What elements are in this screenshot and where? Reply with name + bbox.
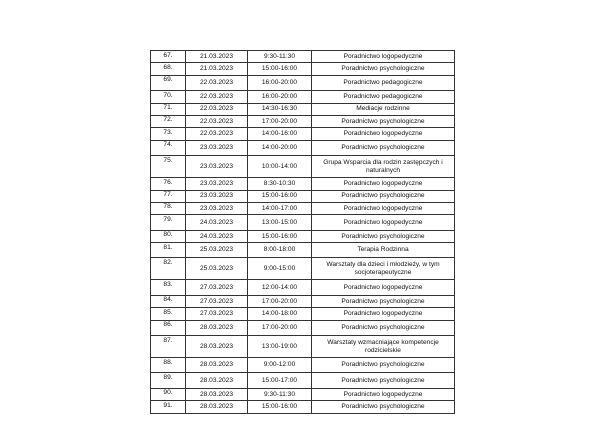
row-time: 15:00-16:00 <box>248 63 312 75</box>
row-time: 14:30-16:30 <box>248 103 312 115</box>
table-row <box>151 128 455 140</box>
row-service: Poradnictwo psychologiczne <box>312 115 455 127</box>
row-number: 86. <box>151 320 186 335</box>
row-date: 27.03.2023 <box>186 280 248 295</box>
row-time: 13:00-15:00 <box>248 215 312 230</box>
row-time: 10:00-14:00 <box>248 156 312 178</box>
table-row <box>151 202 455 214</box>
row-number: 77. <box>151 190 186 202</box>
row-date: 27.03.2023 <box>186 308 248 320</box>
table-row <box>151 103 455 115</box>
row-number: 70. <box>151 91 186 103</box>
row-number: 87. <box>151 336 186 358</box>
row-time: 17:00-20:00 <box>248 115 312 127</box>
row-number: 76. <box>151 178 186 190</box>
row-number: 78. <box>151 202 186 214</box>
table-row <box>151 258 455 280</box>
table-row <box>151 230 455 242</box>
row-time: 17:00-20:00 <box>248 295 312 307</box>
row-service: Poradnictwo psychologiczne <box>312 140 455 155</box>
row-service: Poradnictwo pedagogiczne <box>312 75 455 90</box>
table-row <box>151 140 455 155</box>
row-date: 22.03.2023 <box>186 91 248 103</box>
row-number: 82. <box>151 258 186 280</box>
row-date: 28.03.2023 <box>186 388 248 400</box>
table-row <box>151 63 455 75</box>
row-number: 88. <box>151 358 186 373</box>
row-date: 21.03.2023 <box>186 51 248 63</box>
row-service: Terapia Rodzinna <box>312 243 455 258</box>
row-number: 85. <box>151 308 186 320</box>
table-row <box>151 215 455 230</box>
table-row <box>151 75 455 90</box>
row-date: 24.03.2023 <box>186 215 248 230</box>
row-time: 15:00-16:00 <box>248 190 312 202</box>
row-date: 28.03.2023 <box>186 373 248 388</box>
row-time: 8:30-10:30 <box>248 178 312 190</box>
row-service: Poradnictwo logopedyczne <box>312 280 455 295</box>
row-number: 79. <box>151 215 186 230</box>
row-number: 80. <box>151 230 186 242</box>
row-service: Poradnictwo logopedyczne <box>312 178 455 190</box>
row-time: 13:00-19:00 <box>248 336 312 358</box>
row-service: Poradnictwo psychologiczne <box>312 373 455 388</box>
row-time: 14:00-16:00 <box>248 128 312 140</box>
row-number: 84. <box>151 295 186 307</box>
row-service: Grupa Wsparcia dla rodzin zastępczych i naturalnych <box>312 156 455 178</box>
schedule-table <box>150 50 455 414</box>
row-date: 25.03.2023 <box>186 243 248 258</box>
table-row <box>151 115 455 127</box>
row-service: Poradnictwo psychologiczne <box>312 190 455 202</box>
row-service: Warsztaty dla dzieci i młodzieży, w tym socjoterapeutyczne <box>312 258 455 280</box>
table-row <box>151 156 455 178</box>
row-date: 23.03.2023 <box>186 156 248 178</box>
row-service: Poradnictwo psychologiczne <box>312 358 455 373</box>
row-service: Poradnictwo logopedyczne <box>312 308 455 320</box>
table-row <box>151 243 455 258</box>
row-service: Poradnictwo logopedyczne <box>312 202 455 214</box>
table-row <box>151 401 455 413</box>
row-date: 25.03.2023 <box>186 258 248 280</box>
row-service: Poradnictwo logopedyczne <box>312 215 455 230</box>
table-row <box>151 178 455 190</box>
row-date: 28.03.2023 <box>186 320 248 335</box>
row-number: 83. <box>151 280 186 295</box>
row-time: 12:00-14:00 <box>248 280 312 295</box>
row-date: 23.03.2023 <box>186 202 248 214</box>
row-number: 71. <box>151 103 186 115</box>
table-row <box>151 358 455 373</box>
row-service: Poradnictwo psychologiczne <box>312 63 455 75</box>
row-number: 75. <box>151 156 186 178</box>
row-time: 14:00-20:00 <box>248 140 312 155</box>
row-time: 15:00-16:00 <box>248 401 312 413</box>
table-row <box>151 190 455 202</box>
row-time: 9:00-15:00 <box>248 258 312 280</box>
row-service: Poradnictwo psychologiczne <box>312 230 455 242</box>
table-row <box>151 295 455 307</box>
row-time: 16:00-20:00 <box>248 75 312 90</box>
row-number: 68. <box>151 63 186 75</box>
row-service: Poradnictwo psychologiczne <box>312 295 455 307</box>
row-time: 9:30-11:30 <box>248 51 312 63</box>
row-date: 28.03.2023 <box>186 358 248 373</box>
row-number: 74. <box>151 140 186 155</box>
row-date: 22.03.2023 <box>186 103 248 115</box>
row-service: Poradnictwo logopedyczne <box>312 51 455 63</box>
row-service: Warsztaty wzmacniające kompetencje rodzicielskie <box>312 336 455 358</box>
schedule-page <box>150 50 454 414</box>
row-date: 22.03.2023 <box>186 115 248 127</box>
row-service: Poradnictwo logopedyczne <box>312 388 455 400</box>
row-date: 23.03.2023 <box>186 140 248 155</box>
row-time: 9:00-12:00 <box>248 358 312 373</box>
row-number: 73. <box>151 128 186 140</box>
table-row <box>151 373 455 388</box>
row-date: 22.03.2023 <box>186 128 248 140</box>
table-row <box>151 336 455 358</box>
row-number: 91. <box>151 401 186 413</box>
table-row <box>151 91 455 103</box>
row-number: 69. <box>151 75 186 90</box>
row-time: 9:30-11:30 <box>248 388 312 400</box>
table-row <box>151 51 455 63</box>
row-date: 27.03.2023 <box>186 295 248 307</box>
table-row <box>151 388 455 400</box>
row-service: Poradnictwo psychologiczne <box>312 320 455 335</box>
schedule-table-body <box>151 51 455 414</box>
row-date: 28.03.2023 <box>186 336 248 358</box>
row-number: 67. <box>151 51 186 63</box>
row-time: 14:00-17:00 <box>248 202 312 214</box>
row-time: 16:00-20:00 <box>248 91 312 103</box>
row-time: 15:00-16:00 <box>248 230 312 242</box>
row-service: Poradnictwo pedagogiczne <box>312 91 455 103</box>
table-row <box>151 320 455 335</box>
row-time: 8:00-18:00 <box>248 243 312 258</box>
row-service: Mediacje rodzinne <box>312 103 455 115</box>
row-date: 23.03.2023 <box>186 190 248 202</box>
table-row <box>151 308 455 320</box>
row-date: 23.03.2023 <box>186 178 248 190</box>
row-date: 28.03.2023 <box>186 401 248 413</box>
row-number: 72. <box>151 115 186 127</box>
row-time: 14:00-18:00 <box>248 308 312 320</box>
row-service: Poradnictwo logopedyczne <box>312 128 455 140</box>
row-date: 21.03.2023 <box>186 63 248 75</box>
row-number: 81. <box>151 243 186 258</box>
row-number: 89. <box>151 373 186 388</box>
row-time: 15:00-17:00 <box>248 373 312 388</box>
row-service: Poradnictwo psychologiczne <box>312 401 455 413</box>
row-number: 90. <box>151 388 186 400</box>
row-date: 22.03.2023 <box>186 75 248 90</box>
row-time: 17:00-20:00 <box>248 320 312 335</box>
row-date: 24.03.2023 <box>186 230 248 242</box>
table-row <box>151 280 455 295</box>
